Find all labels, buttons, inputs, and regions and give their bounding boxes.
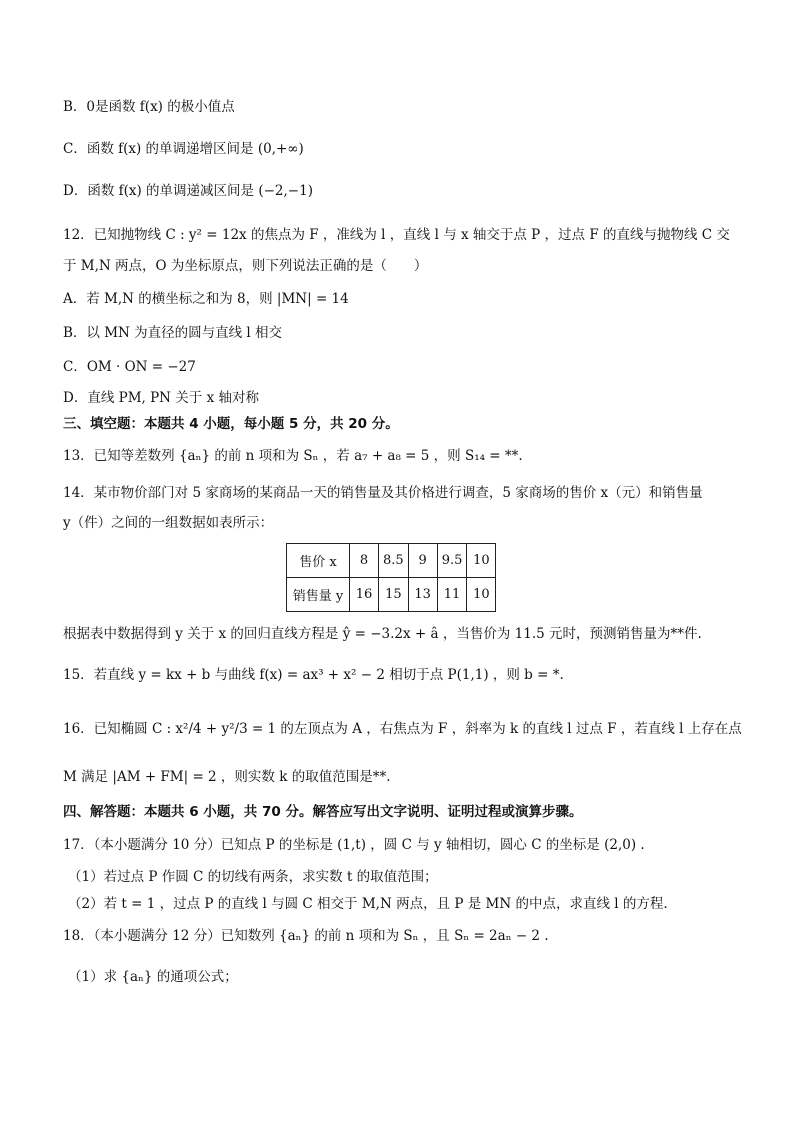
q12-option-b: B．以 MN 为直径的圆与直线 l 相交 [63, 325, 283, 341]
table-cell: 15 [379, 578, 409, 612]
q18-stem: 18．（本小题满分 12 分）已知数列 {aₙ} 的前 n 项和为 Sₙ ，且 Sₙ = 2aₙ − 2 . [63, 928, 549, 944]
q12-option-c: C．OM · ON = −27 [63, 359, 196, 375]
q16-stem-line1: 16．已知椭圆 C : x²/4 + y²/3 = 1 的左顶点为 A ，右焦点为 F ，斜率为 k 的直线 l 过点 F ，若直线 l 上存在点 [63, 721, 742, 737]
section-3-heading: 三、填空题：本题共 4 小题，每小题 5 分，共 20 分。 [63, 416, 399, 432]
table-header-sales: 销售量 y [287, 578, 350, 612]
q12-stem-line2: 于 M,N 两点，O 为坐标原点，则下列说法正确的是（ ） [63, 258, 428, 274]
q11-option-d: D．函数 f(x) 的单调递减区间是 (−2,−1) [63, 183, 313, 199]
q14-stem-line2: y（件）之间的一组数据如表所示： [63, 515, 274, 531]
q17-part2: （2）若 t = 1 ，过点 P 的直线 l 与圆 C 相交于 M,N 两点，且 P 是 MN 的中点，求直线 l 的方程. [68, 896, 668, 912]
q11-option-c: C．函数 f(x) 的单调递增区间是 (0,+∞) [63, 141, 304, 157]
section-4-heading: 四、解答题：本题共 6 小题，共 70 分。解答应写出文字说明、证明过程或演算步骤。 [63, 804, 583, 820]
table-cell: 11 [437, 578, 467, 612]
table-cell: 9 [408, 544, 437, 578]
table-cell: 10 [467, 544, 496, 578]
q14-stem-line3: 根据表中数据得到 y 关于 x 的回归直线方程是 ŷ = −3.2x + â ，当售价为 11.5 元时，预测销售量为**件. [63, 626, 702, 642]
q16-stem-line2: M 满足 |AM + FM| = 2 ，则实数 k 的取值范围是**. [63, 769, 391, 785]
table-cell: 9.5 [437, 544, 467, 578]
table-row [287, 544, 496, 578]
table-cell: 13 [408, 578, 437, 612]
table-header-price: 售价 x [287, 544, 350, 578]
price-sales-table [286, 543, 496, 612]
q17-stem: 17．（本小题满分 10 分）已知点 P 的坐标是 (1,t) ，圆 C 与 y 轴相切，圆心 C 的坐标是 (2,0) . [63, 837, 645, 853]
table-cell: 8 [350, 544, 379, 578]
q13: 13．已知等差数列 {aₙ} 的前 n 项和为 Sₙ ，若 a₇ + a₈ = 5 ，则 S₁₄ = **. [63, 448, 523, 464]
q11-option-b: B．0是函数 f(x) 的极小值点 [63, 99, 235, 115]
table-cell: 8.5 [379, 544, 409, 578]
q18-part1: （1）求 {aₙ} 的通项公式； [68, 969, 238, 985]
q17-part1: （1）若过点 P 作圆 C 的切线有两条，求实数 t 的取值范围； [68, 869, 438, 885]
q14-stem-line1: 14．某市物价部门对 5 家商场的某商品一天的销售量及其价格进行调查，5 家商场的售价 x（元）和销售量 [63, 485, 703, 501]
q12-stem-line1: 12．已知抛物线 C : y² = 12x 的焦点为 F ，准线为 l ，直线 l 与 x 轴交于点 P ，过点 F 的直线与抛物线 C 交 [63, 227, 730, 243]
table-cell: 10 [467, 578, 496, 612]
q12-option-a: A．若 M,N 的横坐标之和为 8，则 |MN| = 14 [63, 291, 349, 307]
table-cell: 16 [350, 578, 379, 612]
table-row [287, 578, 496, 612]
q12-option-d: D．直线 PM, PN 关于 x 轴对称 [63, 390, 259, 406]
q15: 15．若直线 y = kx + b 与曲线 f(x) = ax³ + x² − 2 相切于点 P(1,1) ，则 b = *. [63, 667, 564, 683]
